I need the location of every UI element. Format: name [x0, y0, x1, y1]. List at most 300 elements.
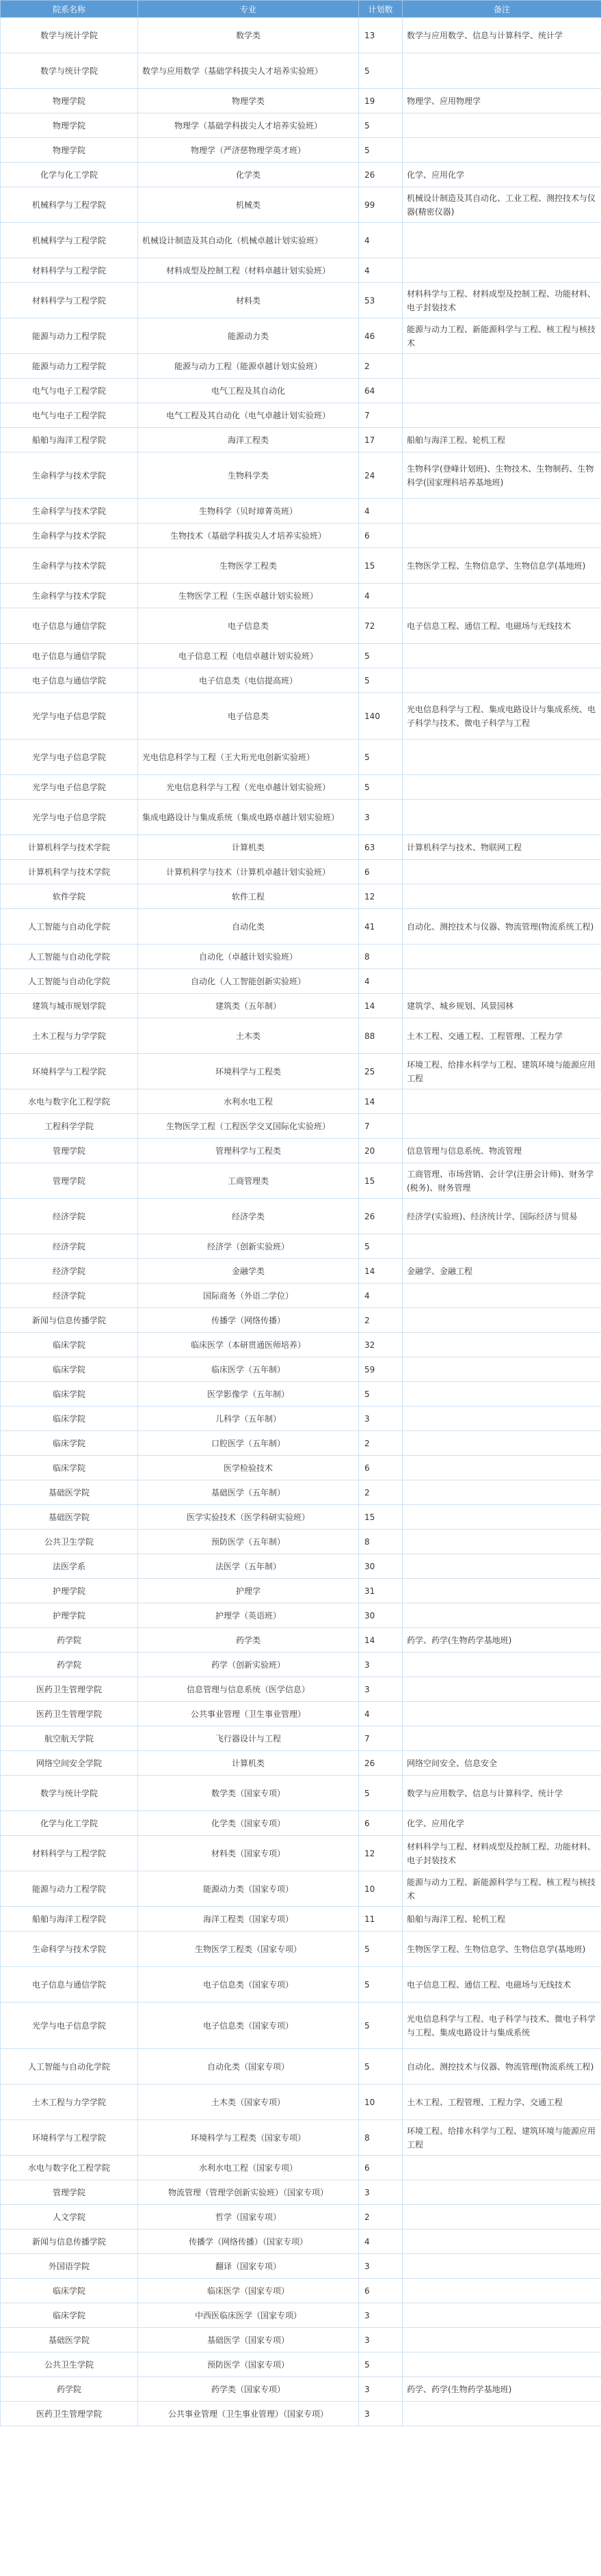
cell-major: 飞行器设计与工程 [138, 1726, 359, 1751]
table-row [1, 740, 601, 775]
cell-major: 国际商务（外语二学位） [138, 1284, 359, 1308]
cell-note: 自动化、测控技术与仪器、物流管理(物流系统工程) [403, 909, 601, 945]
table-row [1, 1836, 601, 1871]
cell-school: 药学院 [1, 1628, 138, 1653]
cell-school: 人工智能与自动化学院 [1, 945, 138, 969]
cell-major: 中西医临床医学（国家专项） [138, 2303, 359, 2328]
table-row [1, 548, 601, 584]
cell-major: 临床医学（本研贯通医师培养） [138, 1333, 359, 1357]
table-row [1, 1234, 601, 1259]
cell-school: 生命科学与技术学院 [1, 452, 138, 499]
cell-note: 电子信息工程、通信工程、电磁场与无线技术 [403, 608, 601, 644]
cell-major: 生物技术（基础学科拔尖人才培养实验班） [138, 524, 359, 548]
cell-count: 7 [359, 1726, 403, 1751]
cell-count: 3 [359, 1653, 403, 1677]
cell-school: 人文学院 [1, 2205, 138, 2229]
cell-school: 化学与化工学院 [1, 1811, 138, 1836]
cell-count: 5 [359, 2003, 403, 2049]
table-row [1, 113, 601, 138]
cell-school: 能源与动力工程学院 [1, 1871, 138, 1907]
cell-major: 传播学（网络传播）（国家专项） [138, 2229, 359, 2254]
cell-major: 材料类（国家专项） [138, 1836, 359, 1871]
cell-major: 法医学（五年制） [138, 1554, 359, 1579]
cell-count: 3 [359, 2328, 403, 2353]
cell-note [403, 2254, 601, 2279]
cell-count: 2 [359, 1480, 403, 1505]
cell-major: 能源动力类 [138, 318, 359, 354]
cell-count: 5 [359, 740, 403, 775]
cell-count: 4 [359, 969, 403, 994]
cell-major: 能源动力类（国家专项） [138, 1871, 359, 1907]
cell-major: 金融学类 [138, 1259, 359, 1284]
cell-note: 生物科学(登峰计划班)、生物技术、生物制药、生物科学(国家理科培养基地班) [403, 452, 601, 499]
cell-count: 5 [359, 2049, 403, 2085]
cell-note [403, 800, 601, 835]
cell-note [403, 1407, 601, 1431]
cell-school: 材料科学与工程学院 [1, 283, 138, 318]
cell-school: 临床学院 [1, 1357, 138, 1382]
cell-count: 5 [359, 113, 403, 138]
cell-school: 机械科学与工程学院 [1, 187, 138, 223]
cell-note: 工商管理、市场营销、会计学(注册会计师)、财务学(税务)、财务管理 [403, 1163, 601, 1199]
cell-major: 自动化类（国家专项） [138, 2049, 359, 2085]
cell-note [403, 53, 601, 89]
cell-major: 光电信息科学与工程（王大珩光电创新实验班） [138, 740, 359, 775]
cell-school: 环境科学与工程学院 [1, 1054, 138, 1089]
table-row [1, 1163, 601, 1199]
cell-note: 数学与应用数学、信息与计算科学、统计学 [403, 18, 601, 53]
cell-count: 3 [359, 2254, 403, 2279]
cell-major: 生物医学工程类（国家专项） [138, 1931, 359, 1967]
table-row [1, 1308, 601, 1333]
cell-note: 机械设计制造及其自动化、工业工程、测控技术与仪器(精密仪器) [403, 187, 601, 223]
table-row [1, 1259, 601, 1284]
table-row [1, 800, 601, 835]
cell-note: 计算机科学与技术、物联网工程 [403, 835, 601, 860]
cell-count: 14 [359, 1089, 403, 1114]
cell-note [403, 775, 601, 800]
cell-school: 人工智能与自动化学院 [1, 969, 138, 994]
cell-school: 临床学院 [1, 1407, 138, 1431]
cell-school: 医药卫生管理学院 [1, 1677, 138, 1702]
table-row [1, 1382, 601, 1407]
cell-school: 软件学院 [1, 884, 138, 909]
cell-school: 物理学院 [1, 89, 138, 113]
cell-note [403, 1431, 601, 1456]
table-row [1, 187, 601, 223]
table-row [1, 2229, 601, 2254]
cell-school: 公共卫生学院 [1, 2353, 138, 2377]
cell-school: 计算机科学与技术学院 [1, 860, 138, 884]
table-row [1, 1284, 601, 1308]
cell-note [403, 1603, 601, 1628]
cell-major: 电子信息类 [138, 608, 359, 644]
cell-major: 信息管理与信息系统（医学信息） [138, 1677, 359, 1702]
cell-count: 6 [359, 2279, 403, 2303]
cell-major: 环境科学与工程类 [138, 1054, 359, 1089]
cell-note [403, 1382, 601, 1407]
table-row [1, 89, 601, 113]
cell-major: 生物科学（贝时璋菁英班） [138, 499, 359, 524]
cell-major: 预防医学（五年制） [138, 1530, 359, 1554]
cell-count: 6 [359, 860, 403, 884]
cell-major: 临床医学（五年制） [138, 1357, 359, 1382]
cell-count: 7 [359, 403, 403, 428]
cell-note [403, 1505, 601, 1530]
cell-note [403, 1579, 601, 1603]
cell-count: 10 [359, 1871, 403, 1907]
table-row [1, 1456, 601, 1480]
cell-major: 儿科学（五年制） [138, 1407, 359, 1431]
cell-school: 光学与电子信息学院 [1, 693, 138, 740]
cell-count: 5 [359, 138, 403, 163]
cell-major: 海洋工程类 [138, 428, 359, 452]
cell-count: 15 [359, 1163, 403, 1199]
cell-major: 经济学（创新实验班） [138, 1234, 359, 1259]
cell-note [403, 2353, 601, 2377]
cell-count: 6 [359, 524, 403, 548]
cell-major: 机械设计制造及其自动化（机械卓越计划实验班） [138, 223, 359, 258]
cell-note: 光电信息科学与工程、电子科学与技术、微电子科学与工程、集成电路设计与集成系统 [403, 2003, 601, 2049]
table-row [1, 163, 601, 187]
cell-count: 3 [359, 1407, 403, 1431]
cell-major: 传播学（网络传播） [138, 1308, 359, 1333]
cell-major: 能源与动力工程（能源卓越计划实验班） [138, 354, 359, 379]
table-body [1, 18, 601, 2426]
table-row [1, 2303, 601, 2328]
table-row [1, 138, 601, 163]
cell-note [403, 1357, 601, 1382]
table-row [1, 584, 601, 608]
cell-note [403, 2180, 601, 2205]
cell-school: 经济学院 [1, 1199, 138, 1234]
cell-school: 电子信息与通信学院 [1, 608, 138, 644]
cell-school: 物理学院 [1, 113, 138, 138]
cell-note: 网络空间安全、信息安全 [403, 1751, 601, 1776]
cell-note: 经济学(实验班)、经济统计学、国际经济与贸易 [403, 1199, 601, 1234]
cell-count: 46 [359, 318, 403, 354]
table-row [1, 1333, 601, 1357]
cell-major: 光电信息科学与工程（光电卓越计划实验班） [138, 775, 359, 800]
cell-major: 物理学类 [138, 89, 359, 113]
cell-major: 预防医学（国家专项） [138, 2353, 359, 2377]
table-row [1, 1628, 601, 1653]
cell-note [403, 1653, 601, 1677]
cell-school: 数学与统计学院 [1, 1776, 138, 1811]
cell-note [403, 138, 601, 163]
table-row [1, 994, 601, 1018]
table-header-row [1, 1, 601, 18]
cell-count: 5 [359, 1234, 403, 1259]
cell-major: 化学类（国家专项） [138, 1811, 359, 1836]
table-row [1, 452, 601, 499]
cell-major: 医学影像学（五年制） [138, 1382, 359, 1407]
cell-note: 信息管理与信息系统、物流管理 [403, 1139, 601, 1163]
table-row [1, 644, 601, 668]
cell-note [403, 2229, 601, 2254]
cell-note: 药学、药学(生物药学基地班) [403, 1628, 601, 1653]
cell-count: 30 [359, 1554, 403, 1579]
cell-note [403, 2328, 601, 2353]
table-row [1, 403, 601, 428]
cell-school: 生命科学与技术学院 [1, 584, 138, 608]
cell-major: 电子信息工程（电信卓越计划实验班） [138, 644, 359, 668]
cell-count: 88 [359, 1018, 403, 1054]
cell-note: 药学、药学(生物药学基地班) [403, 2377, 601, 2402]
cell-note: 土木工程、工程管理、工程力学、交通工程 [403, 2085, 601, 2120]
cell-count: 24 [359, 452, 403, 499]
header-count: 计划数 [359, 1, 403, 18]
cell-school: 临床学院 [1, 1382, 138, 1407]
cell-count: 25 [359, 1054, 403, 1089]
cell-school: 临床学院 [1, 1456, 138, 1480]
cell-school: 管理学院 [1, 1139, 138, 1163]
header-note: 备注 [403, 1, 601, 18]
cell-count: 53 [359, 283, 403, 318]
cell-major: 药学类（国家专项） [138, 2377, 359, 2402]
table-row [1, 1530, 601, 1554]
cell-major: 物理学（严济慈物理学英才班） [138, 138, 359, 163]
cell-count: 4 [359, 223, 403, 258]
table-row [1, 1480, 601, 1505]
cell-major: 电子信息类 [138, 693, 359, 740]
table-row [1, 1751, 601, 1776]
table-row [1, 223, 601, 258]
cell-count: 26 [359, 163, 403, 187]
header-major: 专业 [138, 1, 359, 18]
cell-count: 15 [359, 1505, 403, 1530]
cell-note: 船舶与海洋工程、轮机工程 [403, 1907, 601, 1931]
cell-count: 41 [359, 909, 403, 945]
table-row [1, 775, 601, 800]
cell-major: 电子信息类（电信提高班） [138, 668, 359, 693]
cell-school: 药学院 [1, 1653, 138, 1677]
cell-major: 电子信息类（国家专项） [138, 2003, 359, 2049]
cell-count: 5 [359, 775, 403, 800]
cell-note [403, 1456, 601, 1480]
cell-major: 生物医学工程类 [138, 548, 359, 584]
cell-school: 物理学院 [1, 138, 138, 163]
table-row [1, 18, 601, 53]
cell-note [403, 1726, 601, 1751]
table-row [1, 2328, 601, 2353]
cell-school: 数学与统计学院 [1, 18, 138, 53]
cell-count: 3 [359, 800, 403, 835]
cell-count: 5 [359, 1967, 403, 2003]
cell-note: 船舶与海洋工程、轮机工程 [403, 428, 601, 452]
table-row [1, 524, 601, 548]
cell-note: 电子信息工程、通信工程、电磁场与无线技术 [403, 1967, 601, 2003]
cell-note [403, 740, 601, 775]
cell-count: 2 [359, 2205, 403, 2229]
cell-school: 基础医学院 [1, 1480, 138, 1505]
cell-school: 计算机科学与技术学院 [1, 835, 138, 860]
cell-school: 土木工程与力学学院 [1, 1018, 138, 1054]
cell-school: 经济学院 [1, 1234, 138, 1259]
cell-major: 基础医学（国家专项） [138, 2328, 359, 2353]
cell-school: 护理学院 [1, 1603, 138, 1628]
cell-note [403, 1554, 601, 1579]
cell-note [403, 113, 601, 138]
cell-school: 光学与电子信息学院 [1, 800, 138, 835]
cell-count: 5 [359, 644, 403, 668]
cell-note: 数学与应用数学、信息与计算科学、统计学 [403, 1776, 601, 1811]
table-row [1, 1431, 601, 1456]
table-row [1, 354, 601, 379]
cell-note [403, 1089, 601, 1114]
cell-count: 4 [359, 584, 403, 608]
cell-count: 32 [359, 1333, 403, 1357]
cell-count: 10 [359, 2085, 403, 2120]
cell-note [403, 945, 601, 969]
cell-major: 翻译（国家专项） [138, 2254, 359, 2279]
cell-major: 自动化（人工智能创新实验班） [138, 969, 359, 994]
table-row [1, 1726, 601, 1751]
cell-major: 公共事业管理（卫生事业管理）（国家专项） [138, 2402, 359, 2426]
cell-count: 2 [359, 354, 403, 379]
cell-school: 电子信息与通信学院 [1, 644, 138, 668]
table-row [1, 1505, 601, 1530]
table-row [1, 2003, 601, 2049]
table-row [1, 1931, 601, 1967]
cell-major: 材料类 [138, 283, 359, 318]
cell-count: 140 [359, 693, 403, 740]
table-row [1, 2049, 601, 2085]
cell-note [403, 2205, 601, 2229]
cell-count: 5 [359, 1382, 403, 1407]
cell-major: 建筑类（五年制） [138, 994, 359, 1018]
table-row [1, 1407, 601, 1431]
cell-count: 19 [359, 89, 403, 113]
cell-major: 生物医学工程（生医卓越计划实验班） [138, 584, 359, 608]
cell-major: 医学检验技术 [138, 1456, 359, 1480]
cell-school: 人工智能与自动化学院 [1, 2049, 138, 2085]
cell-note: 自动化、测控技术与仪器、物流管理(物流系统工程) [403, 2049, 601, 2085]
cell-count: 2 [359, 1308, 403, 1333]
cell-school: 土木工程与力学学院 [1, 2085, 138, 2120]
cell-count: 4 [359, 1284, 403, 1308]
cell-major: 管理科学与工程类 [138, 1139, 359, 1163]
cell-school: 外国语学院 [1, 2254, 138, 2279]
cell-major: 海洋工程类（国家专项） [138, 1907, 359, 1931]
cell-count: 6 [359, 1456, 403, 1480]
cell-count: 20 [359, 1139, 403, 1163]
cell-school: 航空航天学院 [1, 1726, 138, 1751]
cell-school: 光学与电子信息学院 [1, 2003, 138, 2049]
cell-school: 经济学院 [1, 1259, 138, 1284]
table-row [1, 1199, 601, 1234]
cell-note [403, 1234, 601, 1259]
cell-count: 8 [359, 1530, 403, 1554]
cell-note: 建筑学、城乡规划、风景园林 [403, 994, 601, 1018]
cell-school: 船舶与海洋工程学院 [1, 428, 138, 452]
cell-major: 护理学（英语班） [138, 1603, 359, 1628]
cell-school: 生命科学与技术学院 [1, 548, 138, 584]
cell-count: 12 [359, 884, 403, 909]
cell-school: 医药卫生管理学院 [1, 1702, 138, 1726]
cell-note [403, 403, 601, 428]
cell-note [403, 1308, 601, 1333]
cell-note [403, 499, 601, 524]
table-row [1, 1018, 601, 1054]
cell-count: 8 [359, 945, 403, 969]
cell-major: 数学与应用数学（基础学科拔尖人才培养实验班） [138, 53, 359, 89]
cell-major: 生物医学工程（工程医学交叉国际化实验班） [138, 1114, 359, 1139]
cell-note: 生物医学工程、生物信息学、生物信息学(基地班) [403, 548, 601, 584]
cell-school: 基础医学院 [1, 1505, 138, 1530]
cell-count: 5 [359, 1776, 403, 1811]
cell-school: 药学院 [1, 2377, 138, 2402]
cell-school: 能源与动力工程学院 [1, 354, 138, 379]
cell-major: 公共事业管理（卫生事业管理） [138, 1702, 359, 1726]
cell-school: 生命科学与技术学院 [1, 1931, 138, 1967]
cell-count: 30 [359, 1603, 403, 1628]
cell-count: 5 [359, 668, 403, 693]
cell-note [403, 1333, 601, 1357]
cell-school: 电气与电子工程学院 [1, 403, 138, 428]
table-row [1, 1114, 601, 1139]
cell-note: 化学、应用化学 [403, 163, 601, 187]
table-row [1, 428, 601, 452]
cell-count: 11 [359, 1907, 403, 1931]
cell-school: 生命科学与技术学院 [1, 524, 138, 548]
cell-major: 药学（创新实验班） [138, 1653, 359, 1677]
table-row [1, 1967, 601, 2003]
cell-note [403, 2156, 601, 2180]
table-row [1, 2180, 601, 2205]
cell-major: 土木类（国家专项） [138, 2085, 359, 2120]
cell-count: 6 [359, 2156, 403, 2180]
table-row [1, 2377, 601, 2402]
cell-school: 医药卫生管理学院 [1, 2402, 138, 2426]
cell-school: 环境科学与工程学院 [1, 2120, 138, 2156]
table-row [1, 1554, 601, 1579]
cell-note [403, 860, 601, 884]
table-row [1, 2085, 601, 2120]
cell-count: 17 [359, 428, 403, 452]
cell-note: 生物医学工程、生物信息学、生物信息学(基地班) [403, 1931, 601, 1967]
cell-school: 管理学院 [1, 2180, 138, 2205]
cell-count: 7 [359, 1114, 403, 1139]
cell-major: 经济学类 [138, 1199, 359, 1234]
cell-school: 机械科学与工程学院 [1, 223, 138, 258]
table-row [1, 2156, 601, 2180]
cell-school: 新闻与信息传播学院 [1, 2229, 138, 2254]
cell-school: 经济学院 [1, 1284, 138, 1308]
cell-major: 计算机科学与技术（计算机卓越计划实验班） [138, 860, 359, 884]
cell-note [403, 969, 601, 994]
table-row [1, 1579, 601, 1603]
cell-major: 数学类（国家专项） [138, 1776, 359, 1811]
cell-note: 材料科学与工程、材料成型及控制工程、功能材料、电子封装技术 [403, 283, 601, 318]
cell-school: 法医学系 [1, 1554, 138, 1579]
cell-note [403, 884, 601, 909]
cell-note [403, 2303, 601, 2328]
cell-school: 基础医学院 [1, 2328, 138, 2353]
cell-note: 能源与动力工程、新能源科学与工程、核工程与核技术 [403, 318, 601, 354]
cell-school: 临床学院 [1, 1333, 138, 1357]
table-row [1, 2402, 601, 2426]
cell-school: 临床学院 [1, 2303, 138, 2328]
cell-school: 人工智能与自动化学院 [1, 909, 138, 945]
cell-school: 材料科学与工程学院 [1, 258, 138, 283]
cell-count: 6 [359, 1811, 403, 1836]
cell-school: 光学与电子信息学院 [1, 740, 138, 775]
table-row [1, 835, 601, 860]
cell-count: 99 [359, 187, 403, 223]
cell-major: 自动化类 [138, 909, 359, 945]
cell-major: 临床医学（国家专项） [138, 2279, 359, 2303]
